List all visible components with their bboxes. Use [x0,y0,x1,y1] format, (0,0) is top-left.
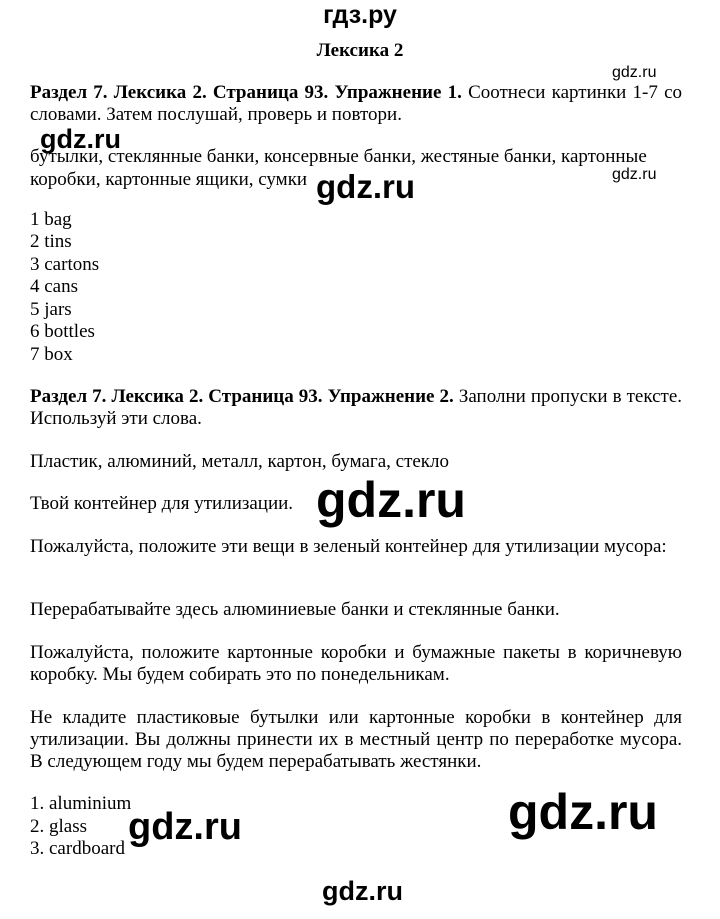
exercise2-answer: 3. cardboard [30,838,125,859]
exercise1-answer: 2 tins [30,231,72,252]
watermark-small: gdz.ru [612,166,657,183]
exercise1-answer: 7 box [30,344,73,365]
exercise1-answer: 4 cans [30,276,79,297]
watermark-large: gdz.ru [508,784,658,840]
exercise1-answer: 6 bottles [30,321,95,342]
exercise2-instruction: Заполни пропуски в тексте. Используй эти слова. [30,386,683,429]
exercise1-words-line1: бутылки, стеклянные банки, консервные банки, жестяные банки, картонные [30,146,647,167]
exercise2-paragraph-3: Перерабатывайте здесь алюминиевые банки и стеклянные банки. [30,599,560,620]
exercise2-answer: 1. aluminium [30,793,132,814]
page-title: Лексика 2 [316,40,404,61]
exercise1-answer: 3 cartons [30,254,100,275]
site-header: гдз.ру [323,1,397,29]
exercise2-paragraph-5: Не кладите пластиковые бутылки или картонные коробки в контейнер для утилизации. Вы должны принести их в местный центр по переработке мусора. В следующем году мы будем перерабатывать жестянки. [30,707,682,772]
exercise1-words-line2: коробки, картонные ящики, сумки [30,169,308,190]
exercise1-instruction: Соотнеси картинки 1-7 со словами. Затем послушай, проверь и повтори. [30,82,683,125]
watermark-small: gdz.ru [322,876,403,906]
watermark-medium: gdz.ru [40,124,121,154]
watermark-small: gdz.ru [612,64,657,81]
watermark-medium: gdz.ru [128,806,242,848]
exercise2-paragraph-2: Пожалуйста, положите эти вещи в зеленый контейнер для утилизации мусора: [30,536,667,557]
watermark-large: gdz.ru [316,472,466,528]
exercise2-heading: Раздел 7. Лексика 2. Страница 93. Упражнение 2. [30,386,454,407]
exercise1-answer: 1 bag [30,209,72,230]
exercise2-words: Пластик, алюминий, металл, картон, бумага, стекло [30,451,450,472]
exercise1-heading: Раздел 7. Лексика 2. Страница 93. Упражнение 1. [30,82,462,103]
exercise2-answer: 2. glass [30,816,87,837]
watermark-medium: gdz.ru [316,168,415,205]
exercise2-paragraph-4: Пожалуйста, положите картонные коробки и бумажные пакеты в коричневую коробку. Мы будем собирать это по понедельникам. [30,642,682,685]
exercise1-answer: 5 jars [30,299,72,320]
exercise2-header [30,386,682,430]
exercise2-paragraph-1: Твой контейнер для утилизации. [30,493,294,514]
exercise1-header [30,82,682,126]
